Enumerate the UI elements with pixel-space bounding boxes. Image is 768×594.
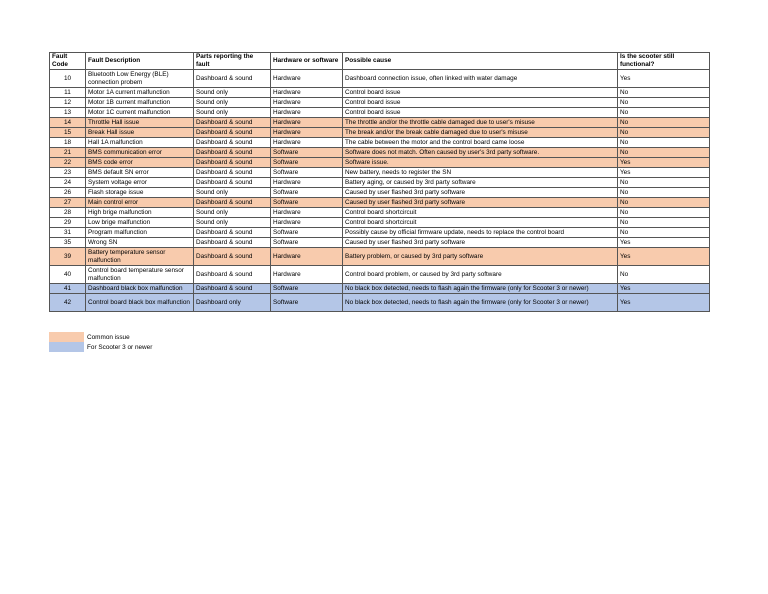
header-hardware-or-software: Hardware or software: [271, 53, 343, 70]
cell-possible-cause: Dashboard connection issue, often linked with water damage: [343, 70, 618, 88]
cell-hardware-or-software: Software: [271, 148, 343, 158]
cell-functional: No: [618, 198, 710, 208]
cell-parts-reporting: Dashboard & sound: [194, 266, 271, 284]
table-row: [50, 158, 710, 168]
cell-functional: No: [618, 148, 710, 158]
cell-hardware-or-software: Hardware: [271, 218, 343, 228]
table-row: [50, 248, 710, 266]
cell-fault-code: 23: [50, 168, 86, 178]
cell-possible-cause: New battery, needs to register the SN: [343, 168, 618, 178]
header-fault-code: Fault Code: [50, 53, 86, 70]
cell-hardware-or-software: Software: [271, 158, 343, 168]
cell-fault-code: 27: [50, 198, 86, 208]
cell-hardware-or-software: Hardware: [271, 128, 343, 138]
cell-possible-cause: Battery aging, or caused by 3rd party software: [343, 178, 618, 188]
cell-hardware-or-software: Software: [271, 238, 343, 248]
cell-fault-code: 35: [50, 238, 86, 248]
cell-parts-reporting: Dashboard & sound: [194, 178, 271, 188]
cell-possible-cause: Possibly cause by official firmware update, needs to replace the control board: [343, 228, 618, 238]
cell-parts-reporting: Dashboard & sound: [194, 238, 271, 248]
cell-fault-description: High brige malfunction: [86, 208, 194, 218]
cell-fault-description: Battery temperature sensor malfunction: [86, 248, 194, 266]
table-row: [50, 208, 710, 218]
cell-fault-description: Control board temperature sensor malfunction: [86, 266, 194, 284]
cell-fault-code: 13: [50, 108, 86, 118]
legend-item-common: [49, 332, 152, 342]
legend: [49, 332, 152, 352]
cell-fault-code: 22: [50, 158, 86, 168]
cell-possible-cause: Control board issue: [343, 108, 618, 118]
cell-functional: Yes: [618, 158, 710, 168]
cell-hardware-or-software: Hardware: [271, 98, 343, 108]
table-row: [50, 70, 710, 88]
cell-hardware-or-software: Software: [271, 168, 343, 178]
cell-functional: No: [618, 98, 710, 108]
cell-possible-cause: The throttle and/or the throttle cable damaged due to user's misuse: [343, 118, 618, 128]
cell-fault-code: 10: [50, 70, 86, 88]
cell-fault-description: BMS communication error: [86, 148, 194, 158]
cell-hardware-or-software: Software: [271, 198, 343, 208]
cell-functional: No: [618, 218, 710, 228]
cell-parts-reporting: Dashboard & sound: [194, 284, 271, 294]
cell-possible-cause: Control board issue: [343, 88, 618, 98]
cell-fault-description: Main control error: [86, 198, 194, 208]
cell-parts-reporting: Dashboard & sound: [194, 70, 271, 88]
cell-functional: No: [618, 266, 710, 284]
table-row: [50, 168, 710, 178]
cell-functional: Yes: [618, 284, 710, 294]
cell-fault-code: 11: [50, 88, 86, 98]
cell-fault-code: 21: [50, 148, 86, 158]
cell-hardware-or-software: Hardware: [271, 178, 343, 188]
cell-parts-reporting: Dashboard & sound: [194, 248, 271, 266]
cell-fault-code: 39: [50, 248, 86, 266]
cell-functional: No: [618, 228, 710, 238]
cell-possible-cause: No black box detected, needs to flash again the firmware (only for Scooter 3 or newer): [343, 284, 618, 294]
cell-parts-reporting: Dashboard & sound: [194, 138, 271, 148]
cell-fault-description: Control board black box malfunction: [86, 294, 194, 312]
cell-fault-code: 41: [50, 284, 86, 294]
cell-possible-cause: No black box detected, needs to flash again the firmware (only for Scooter 3 or newer): [343, 294, 618, 312]
cell-functional: Yes: [618, 294, 710, 312]
cell-fault-code: 12: [50, 98, 86, 108]
cell-parts-reporting: Sound only: [194, 98, 271, 108]
cell-parts-reporting: Sound only: [194, 88, 271, 98]
cell-possible-cause: Caused by user flashed 3rd party software: [343, 198, 618, 208]
cell-functional: No: [618, 118, 710, 128]
cell-fault-code: 42: [50, 294, 86, 312]
table-row: [50, 88, 710, 98]
fault-code-table: [49, 52, 710, 312]
cell-parts-reporting: Sound only: [194, 188, 271, 198]
cell-hardware-or-software: Hardware: [271, 118, 343, 128]
cell-parts-reporting: Sound only: [194, 208, 271, 218]
table-row: [50, 228, 710, 238]
cell-fault-description: Wrong SN: [86, 238, 194, 248]
cell-hardware-or-software: Hardware: [271, 266, 343, 284]
cell-parts-reporting: Dashboard & sound: [194, 118, 271, 128]
legend-item-newer: [49, 342, 152, 352]
table-row: [50, 128, 710, 138]
cell-fault-description: Low brige malfunction: [86, 218, 194, 228]
cell-fault-description: Motor 1B current malfunction: [86, 98, 194, 108]
cell-parts-reporting: Sound only: [194, 218, 271, 228]
cell-fault-code: 31: [50, 228, 86, 238]
cell-possible-cause: Software issue.: [343, 158, 618, 168]
cell-fault-description: Motor 1C current malfunction: [86, 108, 194, 118]
table-row: [50, 266, 710, 284]
cell-possible-cause: Control board shortcircuit: [343, 218, 618, 228]
cell-functional: No: [618, 188, 710, 198]
cell-possible-cause: Software does not match. Often caused by user's 3rd party software.: [343, 148, 618, 158]
legend-swatch-newer: [49, 342, 84, 352]
cell-functional: No: [618, 108, 710, 118]
cell-hardware-or-software: Hardware: [271, 208, 343, 218]
cell-parts-reporting: Dashboard & sound: [194, 148, 271, 158]
table-row: [50, 148, 710, 158]
cell-parts-reporting: Sound only: [194, 108, 271, 118]
cell-fault-code: 40: [50, 266, 86, 284]
cell-functional: Yes: [618, 248, 710, 266]
cell-possible-cause: The cable between the motor and the control board came loose: [343, 138, 618, 148]
table-row: [50, 138, 710, 148]
cell-fault-description: Program malfunction: [86, 228, 194, 238]
header-functional: Is the scooter still functional?: [618, 53, 710, 70]
header-row: [50, 53, 710, 70]
cell-fault-description: BMS default SN error: [86, 168, 194, 178]
cell-functional: No: [618, 178, 710, 188]
cell-possible-cause: Battery problem, or caused by 3rd party software: [343, 248, 618, 266]
cell-fault-description: Flash storage issue: [86, 188, 194, 198]
table-row: [50, 198, 710, 208]
cell-parts-reporting: Dashboard & sound: [194, 168, 271, 178]
legend-label-common: Common issue: [87, 333, 130, 341]
cell-hardware-or-software: Software: [271, 228, 343, 238]
cell-fault-description: Throttle Hall issue: [86, 118, 194, 128]
cell-parts-reporting: Dashboard only: [194, 294, 271, 312]
cell-parts-reporting: Dashboard & sound: [194, 198, 271, 208]
cell-fault-code: 24: [50, 178, 86, 188]
table-row: [50, 218, 710, 228]
cell-hardware-or-software: Hardware: [271, 138, 343, 148]
cell-possible-cause: Control board shortcircuit: [343, 208, 618, 218]
cell-possible-cause: Control board problem, or caused by 3rd party software: [343, 266, 618, 284]
cell-fault-description: Bluetooth Low Energy (BLE) connection probem: [86, 70, 194, 88]
cell-hardware-or-software: Software: [271, 188, 343, 198]
cell-fault-description: BMS code error: [86, 158, 194, 168]
table-row: [50, 188, 710, 198]
cell-hardware-or-software: Software: [271, 294, 343, 312]
cell-fault-code: 28: [50, 208, 86, 218]
cell-functional: Yes: [618, 70, 710, 88]
table-row: [50, 294, 710, 312]
table-row: [50, 108, 710, 118]
cell-parts-reporting: Dashboard & sound: [194, 128, 271, 138]
table-row: [50, 178, 710, 188]
cell-fault-code: 14: [50, 118, 86, 128]
header-fault-description: Fault Description: [86, 53, 194, 70]
cell-functional: No: [618, 88, 710, 98]
header-possible-cause: Possible cause: [343, 53, 618, 70]
cell-possible-cause: Control board issue: [343, 98, 618, 108]
cell-parts-reporting: Dashboard & sound: [194, 228, 271, 238]
cell-functional: No: [618, 208, 710, 218]
cell-fault-description: Break Hall issue: [86, 128, 194, 138]
cell-possible-cause: The break and/or the break cable damaged due to user's misuse: [343, 128, 618, 138]
cell-fault-code: 15: [50, 128, 86, 138]
cell-hardware-or-software: Hardware: [271, 248, 343, 266]
legend-swatch-common: [49, 332, 84, 342]
cell-functional: No: [618, 138, 710, 148]
cell-fault-description: Motor 1A current malfunction: [86, 88, 194, 98]
cell-hardware-or-software: Hardware: [271, 88, 343, 98]
cell-possible-cause: Caused by user flashed 3rd party software: [343, 188, 618, 198]
table-row: [50, 238, 710, 248]
cell-fault-description: Hall 1A malfunction: [86, 138, 194, 148]
cell-fault-description: System voltage error: [86, 178, 194, 188]
table-row: [50, 118, 710, 128]
cell-fault-description: Dashboard black box malfunction: [86, 284, 194, 294]
header-parts-reporting: Parts reporting the fault: [194, 53, 271, 70]
cell-functional: Yes: [618, 168, 710, 178]
cell-hardware-or-software: Software: [271, 284, 343, 294]
table-row: [50, 98, 710, 108]
cell-hardware-or-software: Hardware: [271, 108, 343, 118]
cell-fault-code: 18: [50, 138, 86, 148]
table-row: [50, 284, 710, 294]
legend-label-newer: For Scooter 3 or newer: [87, 343, 153, 351]
cell-parts-reporting: Dashboard & sound: [194, 158, 271, 168]
cell-functional: No: [618, 128, 710, 138]
cell-fault-code: 26: [50, 188, 86, 198]
cell-fault-code: 29: [50, 218, 86, 228]
cell-possible-cause: Caused by user flashed 3rd party software: [343, 238, 618, 248]
cell-functional: Yes: [618, 238, 710, 248]
cell-hardware-or-software: Hardware: [271, 70, 343, 88]
